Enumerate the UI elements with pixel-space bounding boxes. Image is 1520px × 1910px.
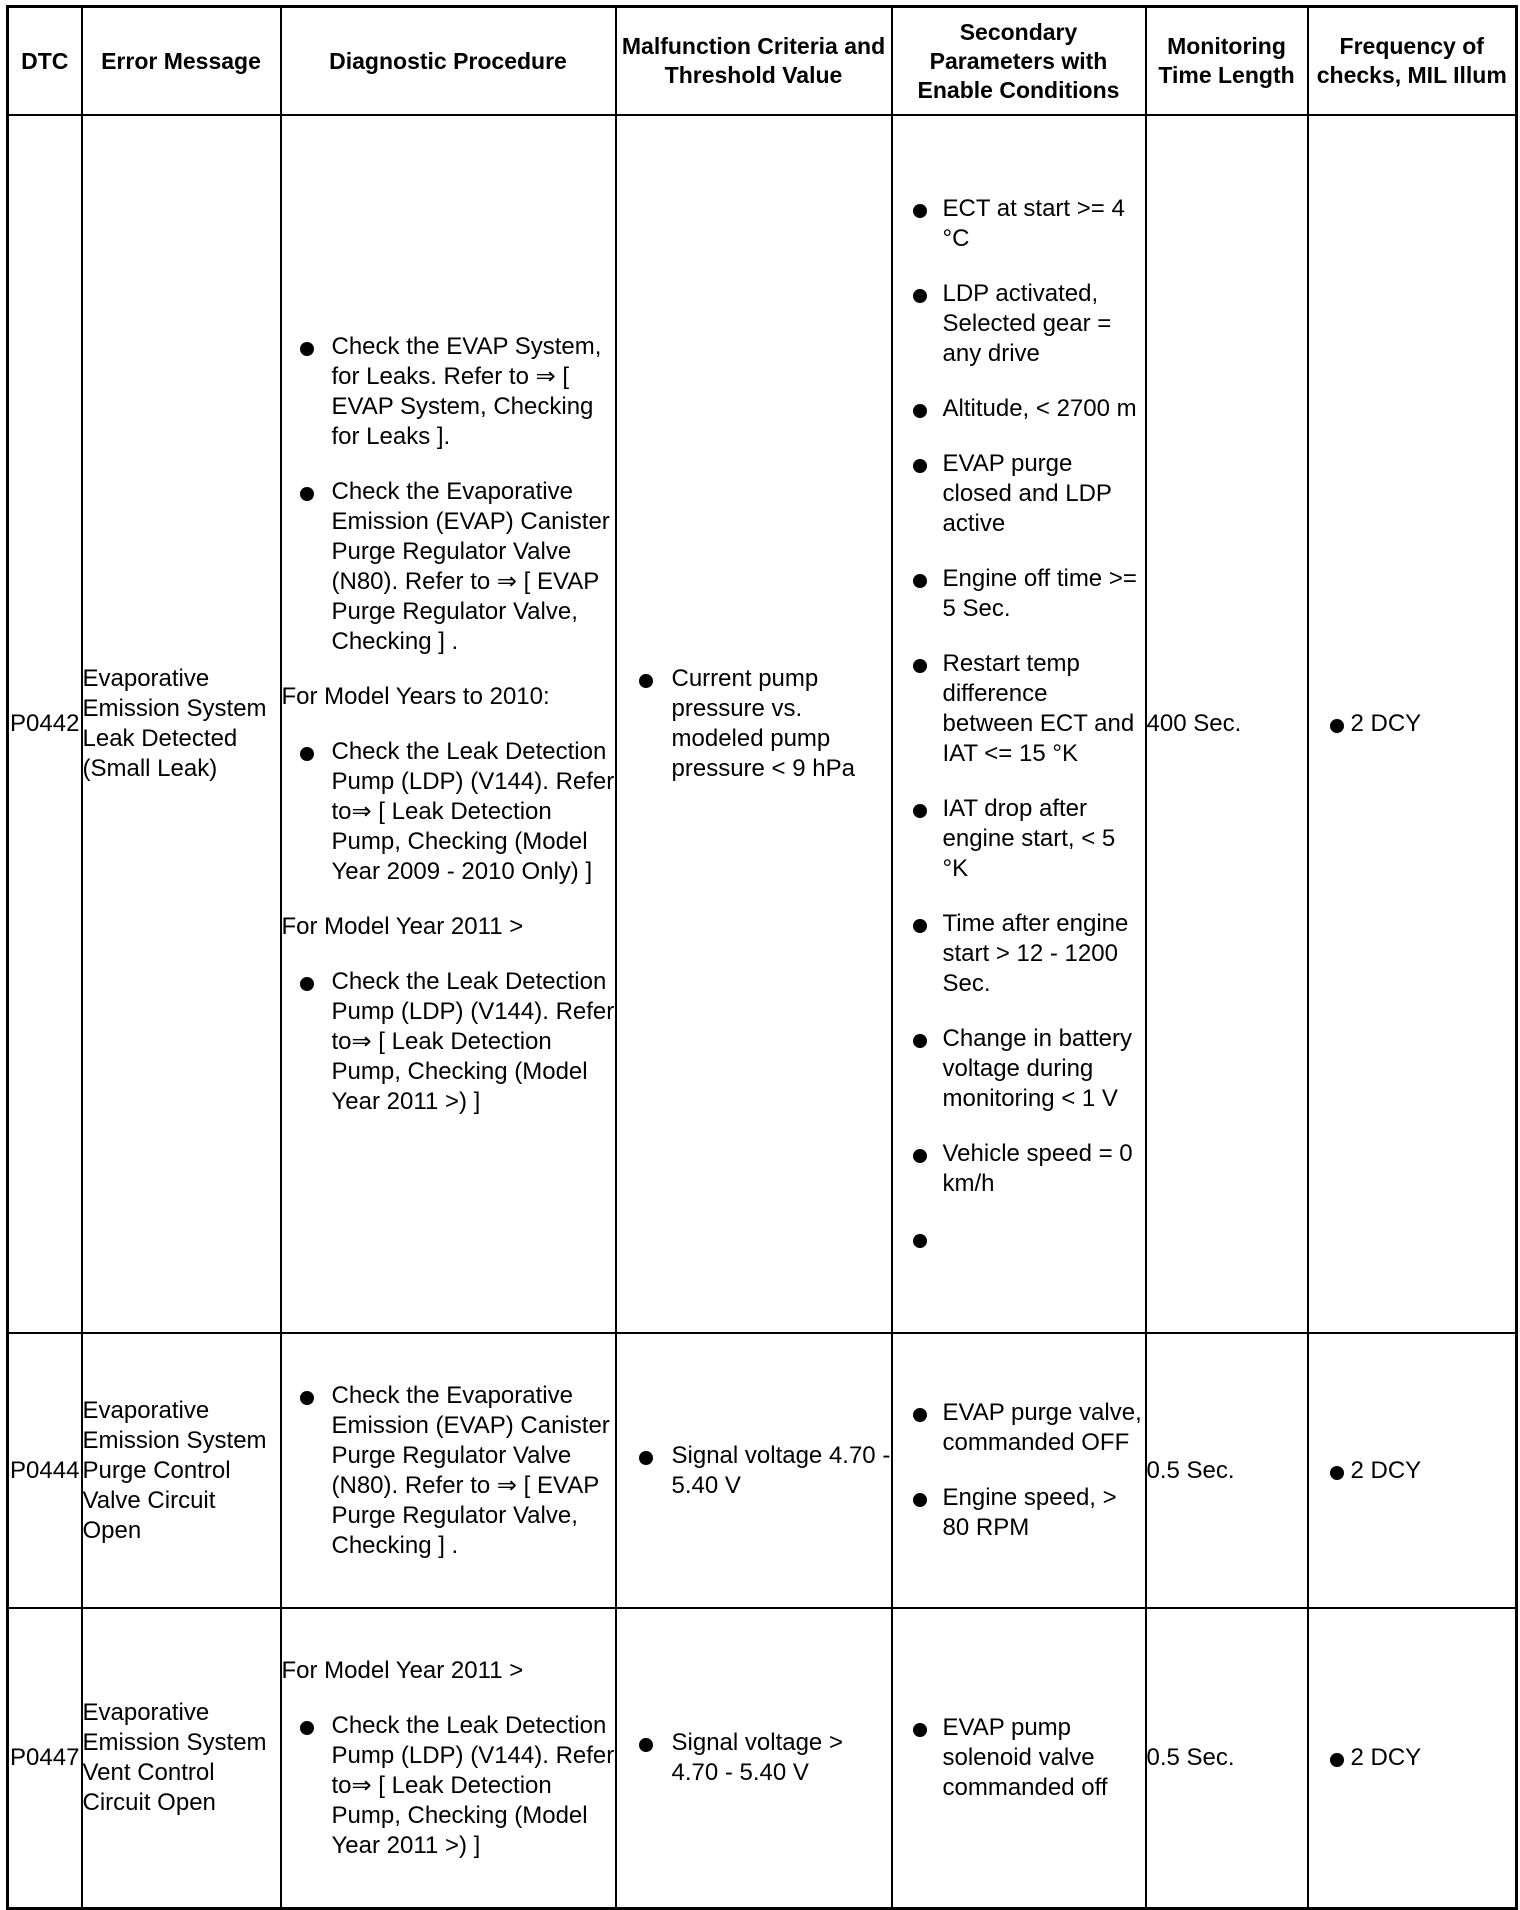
header-error-message: Error Message bbox=[82, 7, 281, 116]
dtc-code: P0442 bbox=[8, 115, 82, 1333]
list-item bbox=[282, 737, 615, 887]
procedure-step: Check the Evaporative Emission (EVAP) Canister Purge Regulator Valve (N80). Refer to ⇒ [ EVAP Purge Regulator Valve, Checking ] . bbox=[331, 1381, 610, 1559]
bullet-icon bbox=[300, 747, 314, 761]
parameter-text: LDP activated, Selected gear = any drive bbox=[942, 280, 1112, 367]
bullet-icon bbox=[913, 459, 927, 473]
list-item bbox=[893, 794, 1145, 884]
header-malfunction-criteria: Malfunction Criteria and Threshold Value bbox=[616, 7, 892, 116]
header-diagnostic-procedure: Diagnostic Procedure bbox=[281, 7, 616, 116]
header-frequency: Frequency of checks, MIL Illum bbox=[1308, 7, 1517, 116]
list-item bbox=[282, 1711, 615, 1861]
list-item bbox=[282, 1381, 615, 1561]
frequency-text: 2 DCY bbox=[1350, 1744, 1422, 1771]
list-item bbox=[617, 1728, 891, 1788]
list-item bbox=[893, 194, 1145, 254]
bullet-icon bbox=[913, 1149, 927, 1163]
diagnostic-procedure bbox=[281, 1608, 616, 1909]
procedure-step: Check the EVAP System, for Leaks. Refer to ⇒ [ EVAP System, Checking for Leaks ]. bbox=[331, 332, 602, 450]
frequency-text: 2 DCY bbox=[1350, 710, 1422, 737]
list-item bbox=[893, 1224, 1145, 1254]
list-item bbox=[617, 1441, 891, 1501]
frequency bbox=[1308, 115, 1517, 1333]
criteria-list bbox=[617, 1441, 891, 1501]
bullet-icon bbox=[913, 804, 927, 818]
list-item bbox=[282, 967, 615, 1117]
bullet-icon bbox=[913, 289, 927, 303]
secondary-list bbox=[893, 1398, 1145, 1543]
frequency bbox=[1308, 1608, 1517, 1909]
bullet-icon bbox=[913, 1493, 927, 1507]
bullet-icon bbox=[300, 1391, 314, 1405]
parameter-text: Restart temp difference between ECT and IAT <= 15 °K bbox=[942, 650, 1135, 767]
list-item bbox=[893, 394, 1145, 424]
parameter-text: Change in battery voltage during monitoring < 1 V bbox=[942, 1025, 1132, 1112]
bullet-icon bbox=[913, 1234, 927, 1248]
parameter-text: EVAP purge valve, commanded OFF bbox=[942, 1399, 1142, 1456]
list-item bbox=[893, 1483, 1145, 1543]
parameter-text: IAT drop after engine start, < 5 °K bbox=[942, 795, 1116, 882]
bullet-icon bbox=[1330, 719, 1344, 733]
bullet-icon bbox=[913, 574, 927, 588]
secondary-parameters bbox=[892, 1608, 1146, 1909]
malfunction-criteria bbox=[616, 1333, 892, 1608]
bullet-icon bbox=[913, 659, 927, 673]
bullet-icon bbox=[300, 342, 314, 356]
header-row bbox=[8, 7, 1517, 116]
malfunction-criteria bbox=[616, 1608, 892, 1909]
frequency-list bbox=[1309, 1456, 1516, 1486]
procedure-step: Check the Leak Detection Pump (LDP) (V144). Refer to⇒ [ Leak Detection Pump, Checking (Model Year 2011 >) ] bbox=[331, 1711, 615, 1859]
frequency-text: 2 DCY bbox=[1350, 1456, 1422, 1484]
dtc-table bbox=[6, 5, 1518, 1910]
frequency bbox=[1308, 1333, 1517, 1608]
monitoring-time: 0.5 Sec. bbox=[1146, 1608, 1308, 1909]
error-message: Evaporative Emission System Vent Control Circuit Open bbox=[82, 1608, 281, 1909]
secondary-parameters bbox=[892, 1333, 1146, 1608]
error-message: Evaporative Emission System Leak Detected (Small Leak) bbox=[82, 115, 281, 1333]
list-item bbox=[1309, 1456, 1516, 1486]
bullet-icon bbox=[639, 1738, 653, 1752]
parameter-text: EVAP pump solenoid valve commanded off bbox=[942, 1714, 1108, 1801]
procedure-list bbox=[282, 737, 615, 887]
procedure-list bbox=[282, 1381, 615, 1561]
bullet-icon bbox=[913, 919, 927, 933]
frequency-list bbox=[1309, 1743, 1516, 1773]
list-item bbox=[282, 332, 615, 452]
bullet-icon bbox=[1330, 1466, 1344, 1480]
criteria-text: Signal voltage 4.70 - 5.40 V bbox=[671, 1441, 891, 1499]
parameter-text: Engine speed, > 80 RPM bbox=[942, 1484, 1117, 1541]
secondary-list bbox=[893, 194, 1145, 1254]
parameter-text: EVAP purge closed and LDP active bbox=[942, 450, 1112, 537]
secondary-list bbox=[893, 1713, 1145, 1803]
list-item bbox=[1309, 1743, 1516, 1773]
list-item bbox=[893, 564, 1145, 624]
header-dtc: DTC bbox=[8, 7, 82, 116]
header-secondary-parameters: Secondary Parameters with Enable Conditions bbox=[892, 7, 1146, 116]
procedure-step: Check the Leak Detection Pump (LDP) (V144). Refer to⇒ [ Leak Detection Pump, Checking (Model Year 2009 - 2010 Only) ] bbox=[331, 737, 615, 885]
procedure-note: For Model Year 2011 > bbox=[281, 912, 524, 940]
parameter-text: Altitude, < 2700 m bbox=[942, 395, 1137, 422]
frequency-list bbox=[1309, 709, 1516, 739]
criteria-list bbox=[617, 664, 891, 784]
bullet-icon bbox=[300, 977, 314, 991]
diagnostic-procedure bbox=[281, 1333, 616, 1608]
list-item bbox=[893, 1398, 1145, 1458]
list-item bbox=[893, 1024, 1145, 1114]
bullet-icon bbox=[913, 1034, 927, 1048]
malfunction-criteria bbox=[616, 115, 892, 1333]
list-item bbox=[893, 649, 1145, 769]
criteria-text: Signal voltage > 4.70 - 5.40 V bbox=[671, 1729, 843, 1786]
bullet-icon bbox=[913, 404, 927, 418]
procedure-note: For Model Years to 2010: bbox=[281, 682, 550, 710]
criteria-list bbox=[617, 1728, 891, 1788]
error-message: Evaporative Emission System Purge Control Valve Circuit Open bbox=[82, 1333, 281, 1608]
dtc-code: P0447 bbox=[8, 1608, 82, 1909]
procedure-list bbox=[282, 967, 615, 1117]
monitoring-time: 400 Sec. bbox=[1146, 115, 1308, 1333]
list-item bbox=[893, 449, 1145, 539]
bullet-icon bbox=[639, 1451, 653, 1465]
table-row bbox=[8, 1333, 1517, 1608]
table-row bbox=[8, 115, 1517, 1333]
list-item bbox=[617, 664, 891, 784]
parameter-text: Engine off time >= 5 Sec. bbox=[942, 565, 1137, 622]
table-row bbox=[8, 1608, 1517, 1909]
bullet-icon bbox=[1330, 1753, 1344, 1767]
list-item bbox=[282, 477, 615, 657]
criteria-text: Current pump pressure vs. modeled pump pressure < 9 hPa bbox=[671, 665, 855, 782]
list-item bbox=[1309, 709, 1516, 739]
diagnostic-procedure bbox=[281, 115, 616, 1333]
dtc-code: P0444 bbox=[8, 1333, 82, 1608]
procedure-note: For Model Year 2011 > bbox=[281, 1656, 524, 1684]
parameter-text: Time after engine start > 12 - 1200 Sec. bbox=[942, 910, 1129, 997]
bullet-icon bbox=[913, 1723, 927, 1737]
list-item bbox=[893, 909, 1145, 999]
header-monitoring-time: Monitoring Time Length bbox=[1146, 7, 1308, 116]
procedure-list bbox=[282, 1711, 615, 1861]
bullet-icon bbox=[913, 204, 927, 218]
list-item bbox=[893, 1713, 1145, 1803]
procedure-step: Check the Leak Detection Pump (LDP) (V144). Refer to⇒ [ Leak Detection Pump, Checking (Model Year 2011 >) ] bbox=[331, 967, 615, 1115]
bullet-icon bbox=[300, 487, 314, 501]
procedure-step: Check the Evaporative Emission (EVAP) Canister Purge Regulator Valve (N80). Refer to ⇒ [ EVAP Purge Regulator Valve, Checking ] . bbox=[331, 477, 610, 655]
procedure-list bbox=[282, 332, 615, 657]
list-item bbox=[893, 279, 1145, 369]
dtc-table-page bbox=[6, 5, 1515, 1905]
monitoring-time: 0.5 Sec. bbox=[1146, 1333, 1308, 1608]
parameter-text: ECT at start >= 4 °C bbox=[942, 195, 1125, 252]
bullet-icon bbox=[639, 674, 653, 688]
parameter-text: Vehicle speed = 0 km/h bbox=[942, 1140, 1133, 1197]
bullet-icon bbox=[300, 1721, 314, 1735]
list-item bbox=[893, 1139, 1145, 1199]
bullet-icon bbox=[913, 1408, 927, 1422]
secondary-parameters bbox=[892, 115, 1146, 1333]
